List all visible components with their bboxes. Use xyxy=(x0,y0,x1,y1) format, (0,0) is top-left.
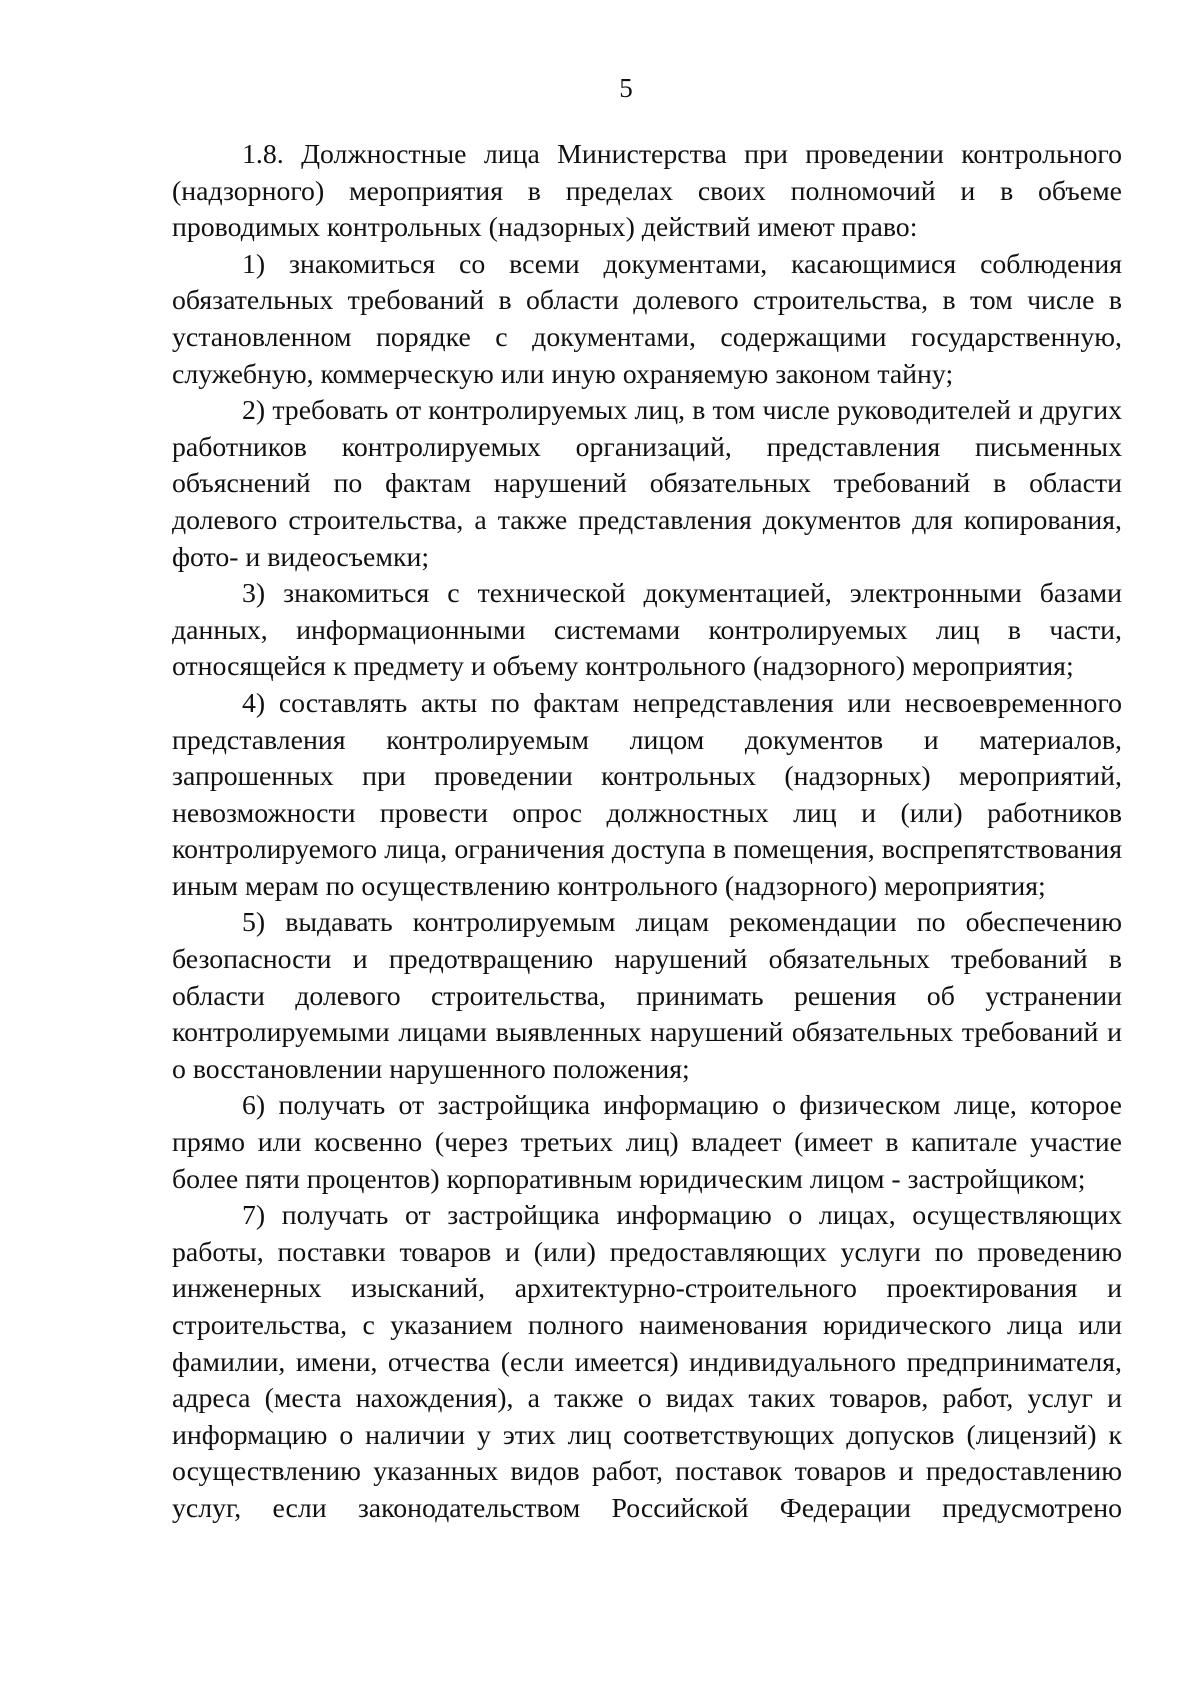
list-item-1: 1) знакомиться со всеми документами, касающимися соблюдения обязательных требований в области долевого строительства, в том числе в установленном порядке с документами, содержащими государственную, служебную, коммерческую или иную охраняемую законом тайну; xyxy=(172,248,1122,390)
paragraph-1-8-intro: 1.8. Должностные лица Министерства при проведении контрольного (надзорного) мероприятия в пределах своих полномочий и в объеме проводимых контрольных (надзорных) действий имеют право: xyxy=(172,139,1122,244)
list-item-2: 2) требовать от контролируемых лиц, в том числе руководителей и других работников контролируемых организаций, представления письменных объяснений по фактам нарушений обязательных требований в области долевого строительства, а также представления документов для копирования, фото- и видеосъемки; xyxy=(172,395,1122,573)
list-item-4: 4) составлять акты по фактам непредставления или несвоевременного представления контролируемым лицом документов и материалов, запрошенных при проведении контрольных (надзорных) мероприятий, невозможности провести опрос должностных лиц и (или) работников контролируемого лица, ограничения доступа в помещения, воспрепятствования иным мерам по осуществлению контрольного (надзорного) мероприятия; xyxy=(172,687,1122,902)
list-item-6: 6) получать от застройщика информацию о физическом лице, которое прямо или косвенно (через третьих лиц) владеет (имеет в капитале участие более пяти процентов) корпоративным юридическим лицом - застройщиком; xyxy=(172,1090,1122,1195)
list-item-3: 3) знакомиться с технической документацией, электронными базами данных, информационными системами контролируемых лиц в части, относящейся к предмету и объему контрольного (надзорного) мероприятия; xyxy=(172,578,1122,683)
list-item-5: 5) выдавать контролируемым лицам рекомендации по обеспечению безопасности и предотвращению нарушений обязательных требований в области долевого строительства, принимать решения об устранении контролируемыми лицами выявленных нарушений обязательных требований и о восстановлении нарушенного положения; xyxy=(172,907,1122,1085)
list-item-7: 7) получать от застройщика информацию о лицах, осуществляющих работы, поставки товаров и (или) предоставляющих услуги по проведению инженерных изысканий, архитектурно-строительного проектирования и строительства, с указанием полного наименования юридического лица или фамилии, имени, отчества (если имеется) индивидуального предпринимателя, адреса (места нахождения), а также о видах таких товаров, работ, услуг и информацию о наличии у этих лиц соответствующих допусков (лицензий) к осуществлению указанных видов работ, поставок товаров и предоставлению услуг, если законодательством Российской Федерации предусмотрено xyxy=(172,1200,1122,1524)
document-body xyxy=(172,137,1122,1528)
page-number: 5 xyxy=(619,73,633,103)
